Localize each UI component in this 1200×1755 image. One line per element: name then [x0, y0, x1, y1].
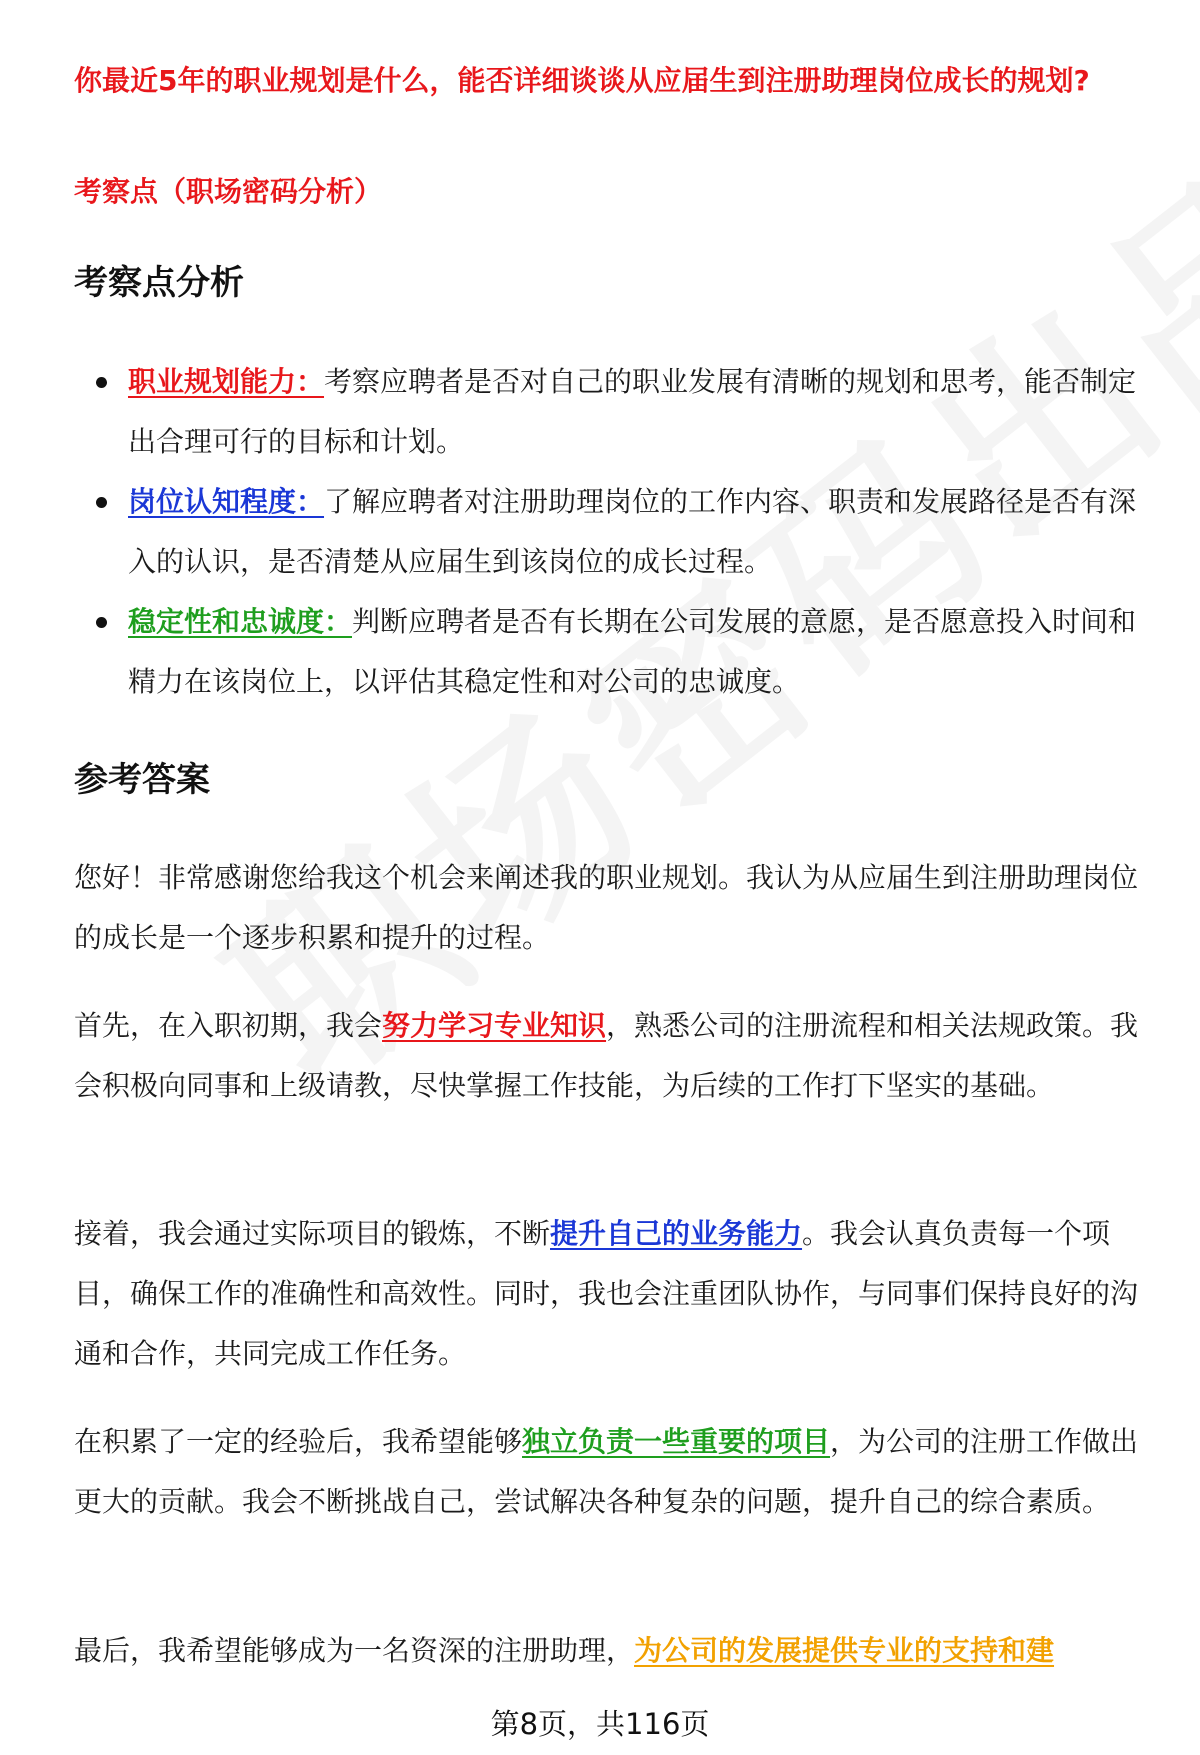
item-text: 判断应聘者是否有长期在公司发展的意愿，是否愿意投入时间和精力在该岗位上，以评估其稳定性和对公司的忠诚度。: [128, 605, 1137, 698]
paragraph-text: ，熟悉公司的注册流程和相关法规政策。我会积极向同事和上级请教，尽快掌握工作技能，为后续的工作打下坚实的基础。: [74, 1009, 1139, 1102]
bullet-icon: [96, 617, 107, 628]
paragraph-text: 首先，在入职初期，我会: [74, 1009, 383, 1042]
paragraph-text: 接着，我会通过实际项目的锻炼，不断: [74, 1217, 551, 1250]
bullet-icon: [96, 377, 107, 388]
list-item: [74, 472, 1144, 592]
highlight-professional-support: 为公司的发展提供专业的支持和建: [634, 1634, 1055, 1667]
answer-heading: 参考答案: [74, 760, 210, 800]
answer-paragraph-2: [74, 996, 1150, 1116]
highlight-study-knowledge: 努力学习专业知识: [382, 1009, 607, 1042]
keyword-career-planning: 职业规划能力：: [128, 365, 325, 398]
item-text: 了解应聘者对注册助理岗位的工作内容、职责和发展路径是否有深入的认识，是否清楚从应届生到该岗位的成长过程。: [128, 485, 1137, 578]
paragraph-text: 。我会认真负责每一个项目，确保工作的准确性和高效性。同时，我也会注重团队协作，与同事们保持良好的沟通和合作，共同完成工作任务。: [74, 1217, 1139, 1370]
analysis-heading: 考察点分析: [74, 263, 244, 303]
answer-paragraph-5: [74, 1621, 1150, 1681]
highlight-independent-projects: 独立负责一些重要的项目: [522, 1425, 831, 1458]
item-text: 考察应聘者是否对自己的职业发展有清晰的规划和思考，能否制定出合理可行的目标和计划。: [128, 365, 1137, 458]
page-number: 第8页，共116页: [490, 1707, 710, 1741]
answer-paragraph-3: [74, 1204, 1150, 1384]
list-item: [74, 352, 1144, 472]
answer-paragraph-1: 您好！非常感谢您给我这个机会来阐述我的职业规划。我认为从应届生到注册助理岗位的成长是一个逐步积累和提升的过程。: [74, 861, 1139, 954]
question-title: 你最近5年的职业规划是什么，能否详细谈谈从应届生到注册助理岗位成长的规划?: [74, 64, 1090, 97]
focus-label: 考察点（职场密码分析）: [74, 175, 383, 208]
paragraph-text: 最后，我希望能够成为一名资深的注册助理，: [74, 1634, 635, 1667]
paragraph-text: 在积累了一定的经验后，我希望能够: [74, 1425, 523, 1458]
highlight-improve-skills: 提升自己的业务能力: [550, 1217, 803, 1250]
bullet-icon: [96, 497, 107, 508]
keyword-role-awareness: 岗位认知程度：: [128, 485, 325, 518]
list-item: [74, 592, 1144, 712]
paragraph-text: ，为公司的注册工作做出更大的贡献。我会不断挑战自己，尝试解决各种复杂的问题，提升自己的综合素质。: [74, 1425, 1139, 1518]
answer-paragraph-4: [74, 1412, 1150, 1532]
analysis-list: [74, 352, 1144, 712]
keyword-stability-loyalty: 稳定性和忠诚度：: [128, 605, 353, 638]
